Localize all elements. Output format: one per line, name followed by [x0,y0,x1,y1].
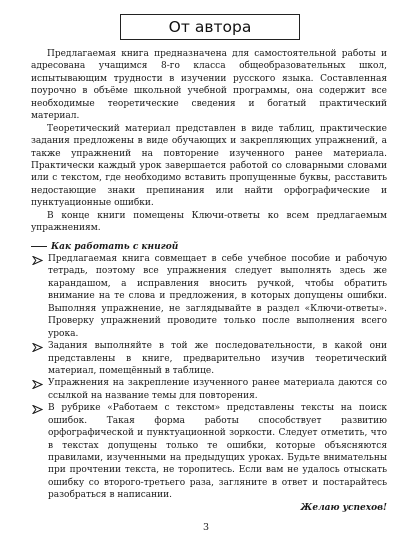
arrow-bullet-icon [32,343,43,352]
arrow-bullet-icon [32,380,43,389]
page-title: От автора [168,18,252,36]
list-item-text: Задания выполняйте в той же последовательности, в какой они представлены в книге, предварительно изучив теоретический материал, помещённый в таблице. [48,341,387,376]
list-item [31,253,387,340]
list-item [31,377,387,402]
intro-paragraph: Теоретический материал представлен в виде таблиц, практические задания предложены в виде обучающих и закрепляющих упражнений, а также упражнений на повторение изученного ранее материала. Практически каждый урок завершается работой со словарными словами или с текстом, где необходимо вставить пропущенные буквы, расставить недостающие знаки препинания или найти орфографические и пунктуационные ошибки. [31,123,387,209]
arrow-bullet-icon [32,405,43,414]
page-number: 3 [202,522,210,533]
list-item-text: Упражнения на закрепление изученного ранее материала даются со ссылкой на название темы для повторения. [48,378,387,401]
arrow-bullet-icon [32,256,43,265]
intro-paragraph: В конце книги помещены Ключи-ответы ко всем предлагаемым упражнениям. [31,210,387,234]
list-item-text: Предлагаемая книга совмещает в себе учебное пособие и рабочую тетрадь, поэтому все упражнения следует выполнять здесь же карандашом, а исправления вносить ручкой, чтобы обратить внимание на те слова и предложения, в которых допущены ошибки. Выполняя упражнение, не заглядывайте в раздел «Ключи-ответы». Проверку упражнений проводите только после выполнения всего урока. [48,254,387,339]
title-box [120,14,300,40]
closing-line: Желаю успехов! [300,502,387,513]
section-heading [31,241,387,253]
section-heading-text: Как работать с книгой [51,241,179,252]
intro-paragraph: Предлагаемая книга предназначена для самостоятельной работы и адресована учащимся 8-го класса общеобразовательных школ, испытывающим трудности в изучении русского языка. Составленная поурочно в объёме школьной учебной программы, она содержит все необходимые теоретические сведения и богатый практический материал. [31,49,387,122]
page-body [31,48,387,514]
bullet-list [31,253,387,502]
list-item [31,340,387,377]
list-item-text: В рубрике «Работаем с текстом» представлены тексты на поиск ошибок. Такая форма работы способствует развитию орфографической и пунктуационной зоркости. Следует отметить, что в текстах допущены только те ошибки, которые объясняются правилами, изученными на предыдущих уроках. Будьте внимательны при прочтении текста, не торопитесь. Если вам не удалось отыскать ошибку со второго-третьего раза, загляните в ответ и постарайтесь разобраться в написании. [48,403,387,501]
list-item [31,402,387,502]
heading-rule [31,246,47,247]
